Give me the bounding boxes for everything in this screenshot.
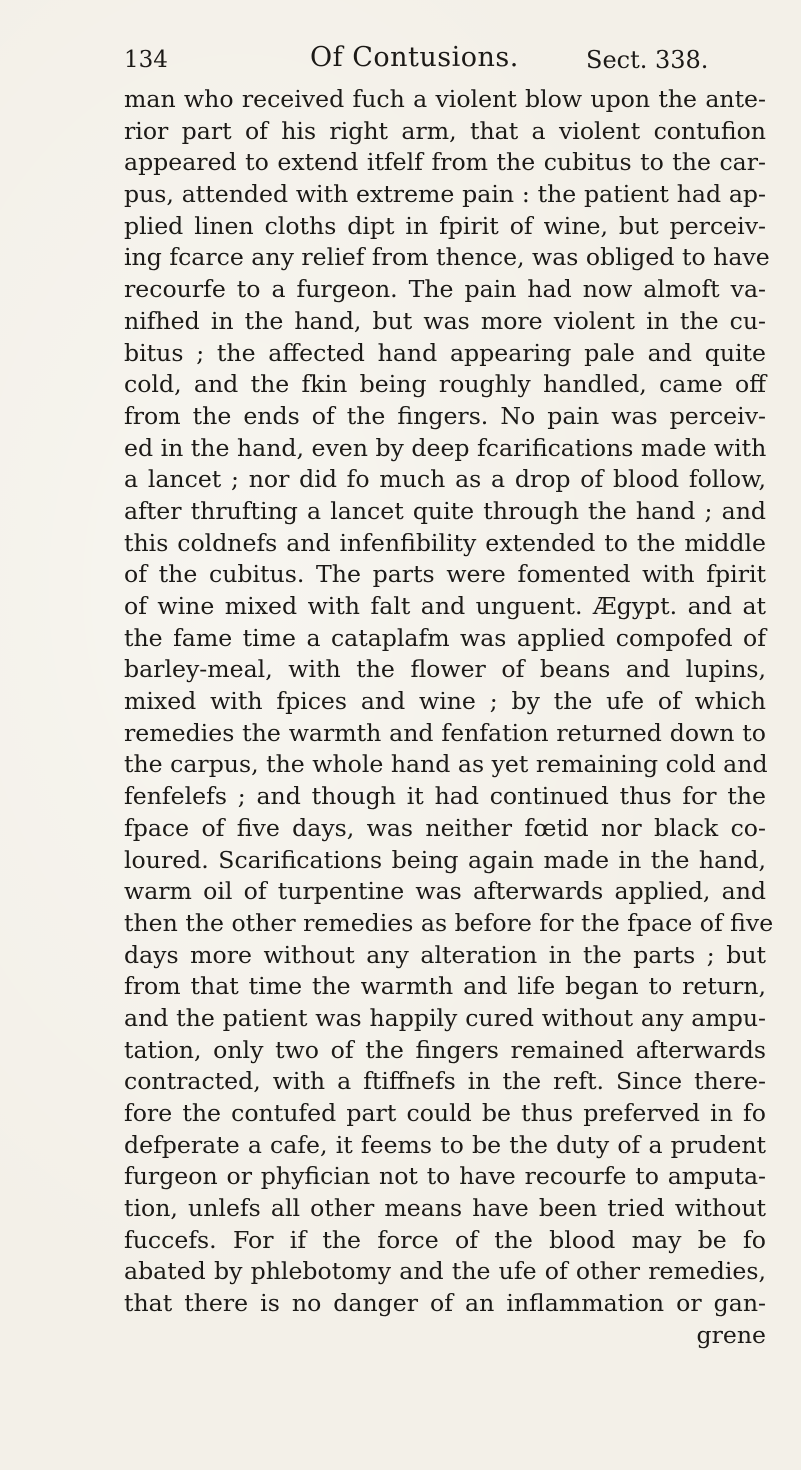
- text-line: remedies the warmth and fenfation returned down to: [124, 718, 766, 747]
- text-line: fpace of five days, was neither fœtid nor black co-: [124, 813, 766, 842]
- body-text: [124, 84, 774, 1352]
- text-line: of wine mixed with falt and unguent. Ægypt. and at: [124, 592, 766, 620]
- running-head-title: Of Contusions.: [310, 42, 519, 73]
- text-line: cold, and the fkin being roughly handled, came off: [124, 370, 766, 399]
- text-line: barley-meal, with the flower of beans and lupins,: [124, 655, 766, 684]
- text-line: abated by phlebotomy and the ufe of other remedies,: [124, 1257, 766, 1286]
- text-line: from that time the warmth and life began to return,: [124, 972, 766, 1001]
- text-line: that there is no danger of an inflammation or gan-: [124, 1289, 766, 1318]
- text-line: plied linen cloths dipt in fpirit of wine, but perceiv-: [124, 211, 766, 240]
- text-line: contracted, with a ftiffnefs in the reft. Since there-: [124, 1067, 766, 1096]
- page-number: 134: [124, 47, 168, 73]
- text-line: appeared to extend itfelf from the cubitus to the car-: [124, 148, 766, 177]
- section-reference: Sect. 338.: [586, 46, 709, 74]
- text-line: of the cubitus. The parts were fomented with fpirit: [124, 560, 766, 589]
- text-line: then the other remedies as before for the fpace of five: [124, 908, 774, 937]
- text-line: man who received fuch a violent blow upon the ante-: [124, 85, 766, 113]
- text-line: and the patient was happily cured without any ampu-: [124, 1003, 766, 1032]
- text-line: ed in the hand, even by deep fcarifications made with: [124, 433, 767, 462]
- text-line: after thrufting a lancet quite through the hand ; and: [124, 496, 766, 525]
- text-line: days more without any alteration in the parts ; but: [124, 940, 766, 969]
- text-line: pus, attended with extreme pain : the patient had ap-: [124, 180, 766, 209]
- text-line: this coldnefs and infenfibility extended to the middle: [124, 528, 766, 557]
- text-line: defperate a cafe, it feems to be the duty of a prudent: [124, 1130, 766, 1159]
- text-line: fore the contufed part could be thus preferved in fo: [124, 1099, 766, 1127]
- text-line: recourfe to a furgeon. The pain had now almoft va-: [124, 275, 766, 304]
- text-line: the fame time a cataplafm was applied compofed of: [124, 623, 766, 652]
- text-line: fuccefs. For if the force of the blood may be fo: [124, 1225, 766, 1254]
- text-line: rior part of his right arm, that a violent contufion: [124, 116, 766, 145]
- text-line: furgeon or phyfician not to have recourfe to amputa-: [124, 1162, 766, 1191]
- text-line: loured. Scarifications being again made in the hand,: [124, 845, 766, 874]
- text-line: ing fcarce any relief from thence, was obliged to have: [124, 243, 770, 272]
- text-line: warm oil of turpentine was afterwards applied, and: [124, 877, 766, 906]
- text-line: tation, only two of the fingers remained afterwards: [124, 1035, 766, 1064]
- text-line: from the ends of the fingers. No pain was perceiv-: [124, 401, 766, 430]
- text-line: the carpus, the whole hand as yet remaining cold and: [124, 750, 768, 779]
- text-line: nifhed in the hand, but was more violent in the cu-: [124, 306, 766, 335]
- running-head: [124, 36, 724, 80]
- catchword: grene: [696, 1320, 766, 1349]
- text-line: bitus ; the affected hand appearing pale and quite: [124, 338, 766, 367]
- text-line: tion, unlefs all other means have been tried without: [124, 1194, 766, 1223]
- text-line: a lancet ; nor did fo much as a drop of blood follow,: [124, 465, 766, 494]
- text-line: mixed with fpices and wine ; by the ufe of which: [124, 687, 766, 716]
- text-line: fenfelefs ; and though it had continued thus for the: [124, 782, 766, 811]
